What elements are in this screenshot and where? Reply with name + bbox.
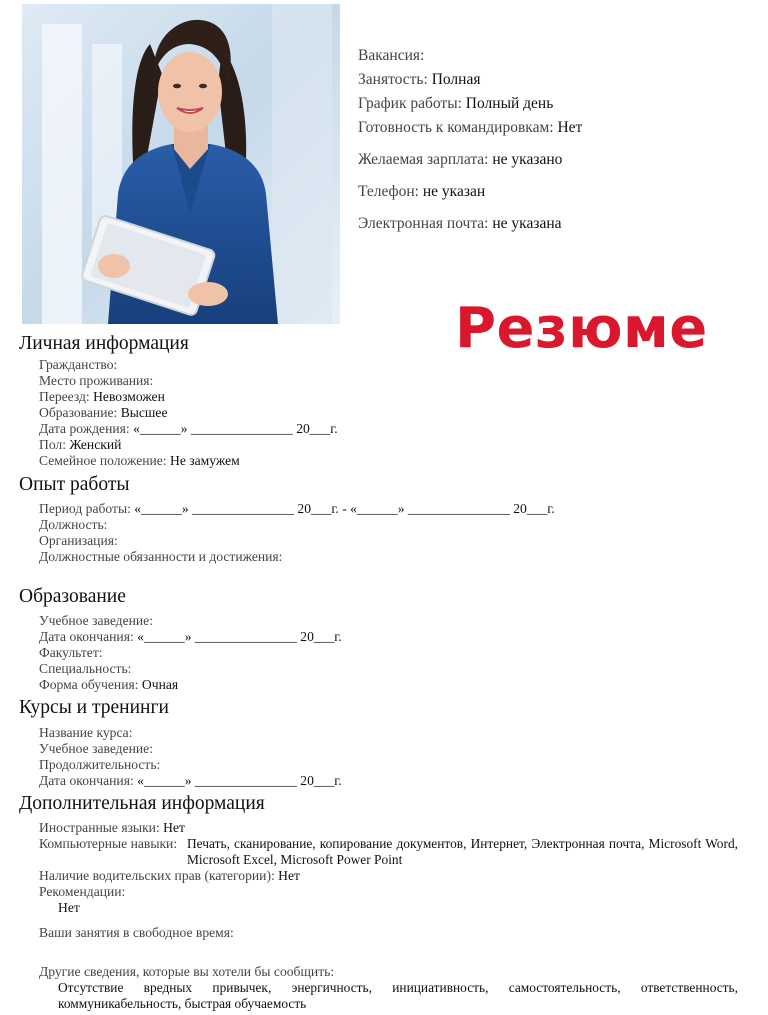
computer-skills-value: Печать, сканирование, копирование документов, Интернет, Электронная почта, Microsoft Word, Microsoft Excel, Microsoft Power Point <box>187 836 738 867</box>
resume-title: Резюме <box>455 296 708 361</box>
email-value: не указана <box>492 215 562 232</box>
citizenship-row <box>39 357 117 373</box>
hobbies-label: Ваши занятия в свободное время: <box>39 925 234 940</box>
citizenship-label: Гражданство: <box>39 357 118 372</box>
computer-skills-label: Компьютерные навыки: <box>39 836 178 851</box>
languages-value: Нет <box>163 820 185 835</box>
course-duration-row <box>39 757 160 773</box>
study-form-row <box>39 677 178 693</box>
recommendations-value: Нет <box>58 900 80 915</box>
gender-row <box>39 437 121 453</box>
position-label: Должность: <box>39 517 108 532</box>
salary-label: Желаемая зарплата: <box>358 151 489 168</box>
salary-value: не указано <box>492 151 563 168</box>
institution-row <box>39 613 153 629</box>
birthdate-value: «______» _______________ 20___г. <box>133 421 338 436</box>
travel-label: Готовность к командировкам: <box>358 119 554 136</box>
email-row <box>358 215 562 233</box>
specialty-label: Специальность: <box>39 661 132 676</box>
specialty-row <box>39 661 131 677</box>
license-label: Наличие водительских прав (категории): <box>39 868 275 883</box>
work-period-value: «______» _______________ 20___г. - «______» _______________ 20___г. <box>134 501 555 516</box>
marital-label: Семейное положение: <box>39 453 167 468</box>
graduation-row <box>39 629 342 645</box>
salary-row <box>358 151 562 169</box>
schedule-label: График работы: <box>358 95 462 112</box>
course-name-label: Название курса: <box>39 725 133 740</box>
gender-label: Пол: <box>39 437 66 452</box>
other-info-label: Другие сведения, которые вы хотели бы сообщить: <box>39 964 335 979</box>
education-level-row <box>39 405 167 421</box>
study-form-value: Очная <box>141 677 179 692</box>
course-institution-row <box>39 741 153 757</box>
license-row <box>39 868 300 884</box>
residence-label: Место проживания: <box>39 373 154 388</box>
travel-value: Нет <box>557 119 583 136</box>
organization-label: Организация: <box>39 533 118 548</box>
courses-heading: Курсы и тренинги <box>19 697 169 718</box>
relocation-row <box>39 389 165 405</box>
gender-value: Женский <box>69 437 122 452</box>
relocation-value: Невозможен <box>93 389 165 404</box>
recommendations-label: Рекомендации: <box>39 884 126 899</box>
faculty-label: Факультет: <box>39 645 103 660</box>
woman-with-tablet-image <box>22 4 340 324</box>
course-duration-label: Продолжительность: <box>39 757 161 772</box>
employment-row <box>358 71 480 89</box>
phone-value: не указан <box>422 183 486 200</box>
course-institution-label: Учебное заведение: <box>39 741 153 756</box>
phone-row <box>358 183 485 201</box>
profile-photo <box>22 4 340 324</box>
other-info-value: Отсутствие вредных привычек, энергичность, инициативность, самостоятельность, ответственность, коммуникабельность, быстрая обучаемость <box>58 980 738 1011</box>
marital-row <box>39 453 240 469</box>
schedule-value: Полный день <box>465 95 554 112</box>
education-level-label: Образование: <box>39 405 118 420</box>
work-period-label: Период работы: <box>39 501 131 516</box>
duties-label: Должностные обязанности и достижения: <box>39 549 283 564</box>
marital-value: Не замужем <box>170 453 240 468</box>
hobbies-row <box>39 925 234 941</box>
additional-heading: Дополнительная информация <box>19 793 265 814</box>
personal-heading: Личная информация <box>19 333 189 354</box>
employment-label: Занятость: <box>358 71 428 88</box>
languages-label: Иностранные языки: <box>39 820 160 835</box>
languages-row <box>39 820 185 836</box>
course-graduation-value: «______» _______________ 20___г. <box>137 773 342 788</box>
residence-row <box>39 373 153 389</box>
relocation-label: Переезд: <box>39 389 90 404</box>
study-form-label: Форма обучения: <box>39 677 139 692</box>
email-label: Электронная почта: <box>358 215 489 232</box>
license-value: Нет <box>278 868 300 883</box>
course-graduation-row <box>39 773 342 789</box>
faculty-row <box>39 645 103 661</box>
vacancy-row <box>358 47 424 65</box>
education-heading: Образование <box>19 586 126 607</box>
birthdate-row <box>39 421 338 437</box>
graduation-value: «______» _______________ 20___г. <box>137 629 342 644</box>
travel-row <box>358 119 582 137</box>
course-graduation-label: Дата окончания: <box>39 773 134 788</box>
institution-label: Учебное заведение: <box>39 613 153 628</box>
phone-label: Телефон: <box>358 183 419 200</box>
experience-heading: Опыт работы <box>19 474 130 495</box>
schedule-row <box>358 95 553 113</box>
course-name-row <box>39 725 133 741</box>
work-period-row <box>39 501 555 517</box>
duties-row <box>39 549 282 565</box>
organization-row <box>39 533 118 549</box>
education-level-value: Высшее <box>120 405 168 420</box>
employment-value: Полная <box>431 71 481 88</box>
graduation-label: Дата окончания: <box>39 629 134 644</box>
position-row <box>39 517 107 533</box>
birthdate-label: Дата рождения: <box>39 421 130 436</box>
vacancy-label: Вакансия: <box>358 47 425 64</box>
